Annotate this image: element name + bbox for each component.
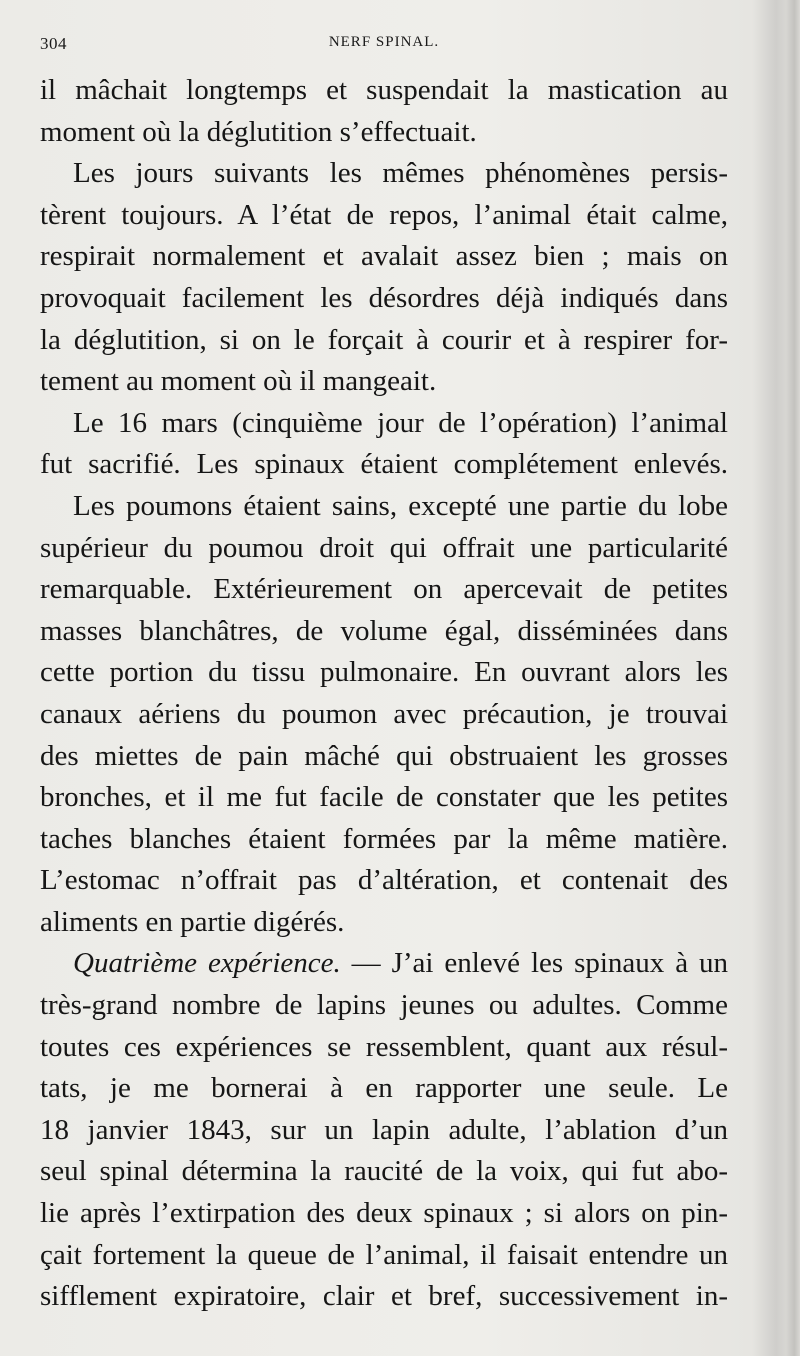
text-line: Les jours suivants les mêmes phénomènes persis-	[73, 157, 728, 190]
text-segment: — J’ai enlevé les spinaux à un	[340, 947, 728, 980]
text-line: çait fortement la queue de l’animal, il faisait entendre un	[40, 1238, 728, 1271]
text-line: L’estomac n’offrait pas d’altération, et contenait des	[40, 864, 728, 897]
text-line	[40, 943, 728, 985]
text-line: Les poumons étaient sains, excepté une partie du lobe	[73, 489, 728, 522]
text-line: la déglutition, si on le forçait à courir et à respirer for-	[40, 323, 728, 356]
text-line: taches blanches étaient formées par la même matière.	[40, 822, 728, 855]
text-line: toutes ces expériences se ressemblent, quant aux résul-	[40, 1030, 728, 1063]
text-line: des miettes de pain mâché qui obstruaient les grosses	[40, 739, 728, 772]
experiment-heading: Quatrième expérience.	[73, 947, 341, 980]
text-line: remarquable. Extérieurement on apercevait de petites	[40, 573, 728, 606]
text-line: supérieur du poumou droit qui offrait une particularité	[40, 531, 728, 564]
text-line: il mâchait longtemps et suspendait la mastication au	[40, 74, 728, 106]
running-head: NERF SPINAL.	[328, 34, 440, 50]
text-line: tement au moment où il mangeait.	[40, 365, 437, 398]
text-line: moment où la déglutition s’effectuait.	[40, 115, 477, 148]
page-number: 304	[40, 34, 67, 53]
text-line: 18 janvier 1843, sur un lapin adulte, l’ablation d’un	[40, 1113, 728, 1146]
text-line: sifflement expiratoire, clair et bref, successivement in-	[40, 1280, 728, 1313]
text-line: fut sacrifié. Les spinaux étaient complétement enlevés.	[40, 448, 728, 481]
text-line: bronches, et il me fut facile de constater que les petites	[40, 781, 728, 814]
text-line: respirait normalement et avalait assez bien ; mais on	[40, 240, 728, 273]
text-line: tats, je me bornerai à en rapporter une seule. Le	[40, 1072, 728, 1105]
text-line: tèrent toujours. A l’état de repos, l’animal était calme,	[40, 198, 728, 231]
text-line: aliments en partie digérés.	[40, 905, 345, 938]
text-line: masses blanchâtres, de volume égal, disséminées dans	[40, 614, 728, 647]
text-line: provoquait facilement les désordres déjà indiqués dans	[40, 281, 728, 314]
text-line: Le 16 mars (cinquième jour de l’opération) l’animal	[73, 406, 728, 439]
text-line: très-grand nombre de lapins jeunes ou adultes. Comme	[40, 989, 728, 1022]
text-line: canaux aériens du poumon avec précaution, je trouvai	[40, 697, 728, 730]
text-line: seul spinal détermina la raucité de la voix, qui fut abo-	[40, 1155, 728, 1188]
body-text	[40, 70, 728, 1318]
text-line: cette portion du tissu pulmonaire. En ouvrant alors les	[40, 656, 728, 689]
page-header	[40, 34, 728, 60]
page-edge-shadow	[786, 0, 800, 1356]
text-line: lie après l’extirpation des deux spinaux ; si alors on pin-	[40, 1197, 728, 1230]
